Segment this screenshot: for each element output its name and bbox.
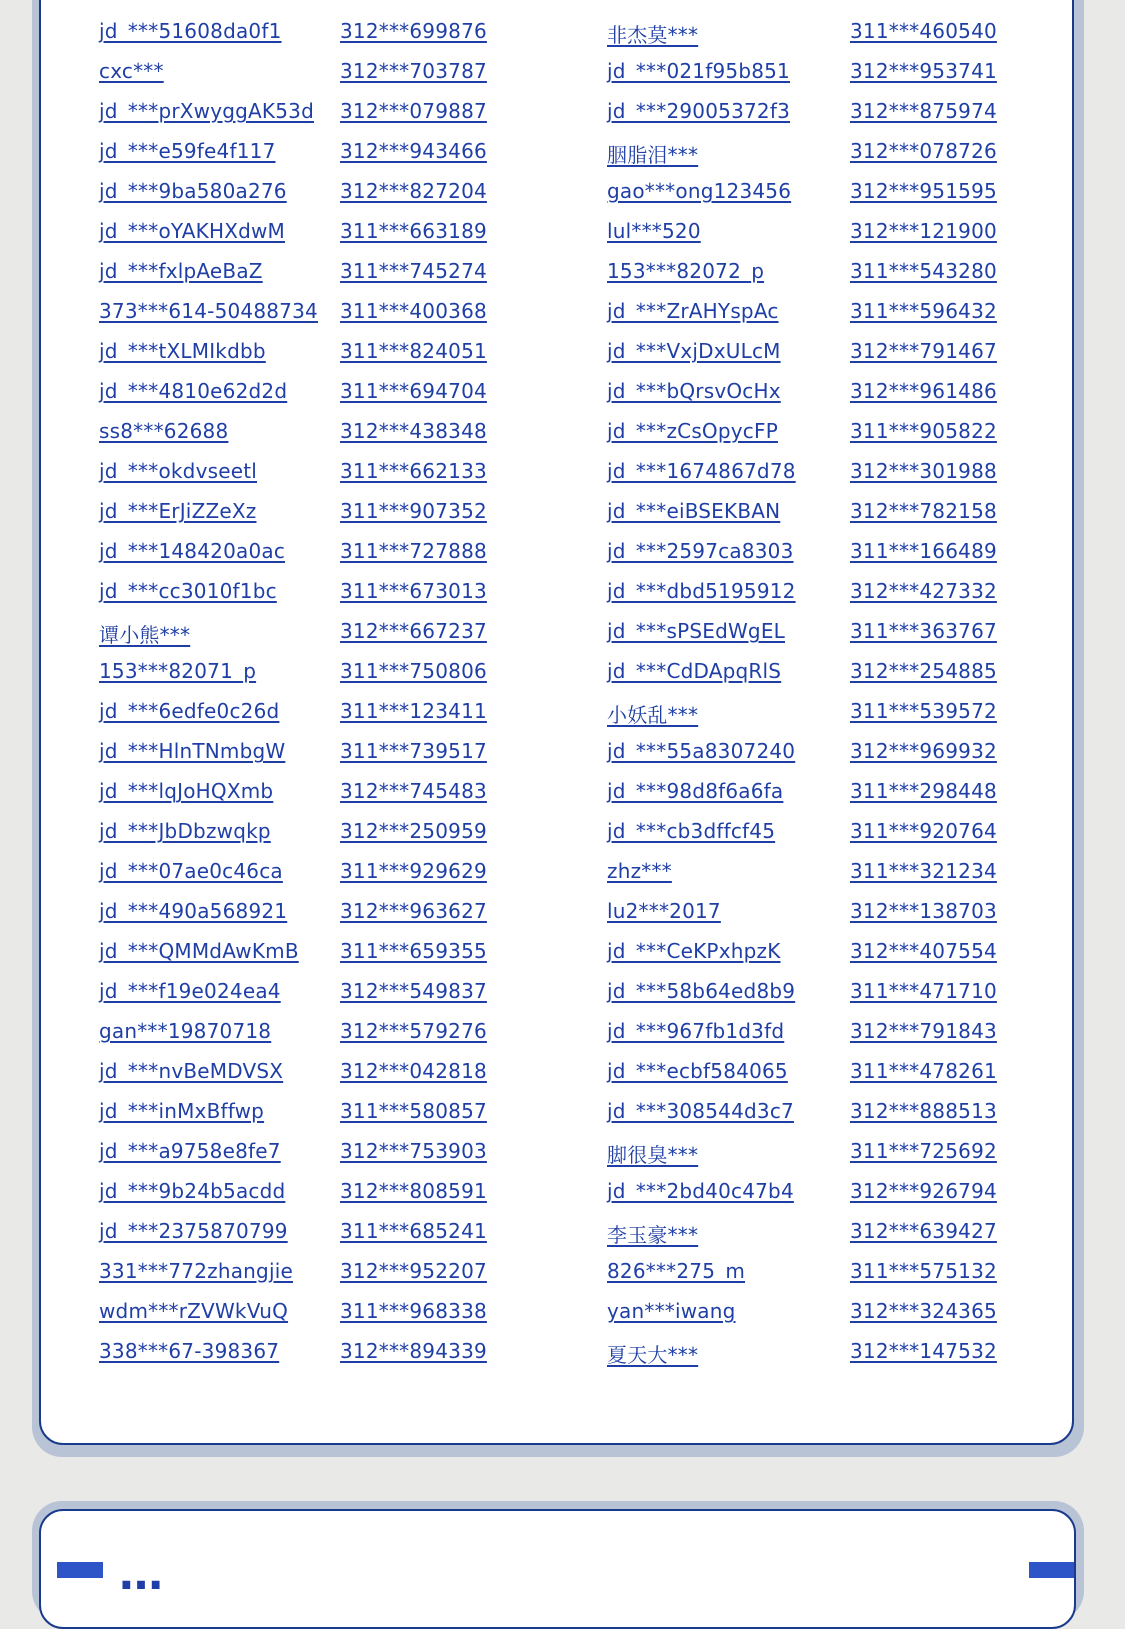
order-number-link[interactable]: 312***745483	[340, 779, 487, 803]
order-number-link[interactable]: 312***808591	[340, 1179, 487, 1203]
user-name-link[interactable]: zhz***	[607, 859, 672, 883]
user-name-link[interactable]: jd_***2bd40c47b4	[607, 1179, 794, 1203]
user-name-link[interactable]: lu2***2017	[607, 899, 721, 923]
user-name-link[interactable]: jd_***98d8f6a6fa	[607, 779, 784, 803]
user-name-link[interactable]: 夏天大***	[607, 1343, 699, 1367]
order-number-link[interactable]: 312***138703	[850, 899, 997, 923]
user-name-link[interactable]: jd_***1674867d78	[607, 459, 796, 483]
order-number-link[interactable]: 312***953741	[850, 59, 997, 83]
user-name-link[interactable]: jd_***2597ca8303	[607, 539, 794, 563]
user-name-link[interactable]: 非杰莫***	[607, 23, 699, 47]
order-number-link[interactable]: 311***539572	[850, 699, 997, 723]
order-number-link[interactable]: 312***894339	[340, 1339, 487, 1363]
table-row	[41, 139, 1072, 179]
user-name-link[interactable]: jd_***f19e024ea4	[99, 979, 281, 1003]
table-row	[41, 1059, 1072, 1099]
order-number-link[interactable]: 312***147532	[850, 1339, 997, 1363]
user-name-link[interactable]: jd_***cc3010f1bc	[99, 579, 277, 603]
user-name-link[interactable]: 826***275_m	[607, 1259, 746, 1283]
table-row	[41, 419, 1072, 459]
order-number-link[interactable]: 311***662133	[340, 459, 487, 483]
order-number-link[interactable]: 311***968338	[340, 1299, 487, 1323]
order-number-link[interactable]: 312***549837	[340, 979, 487, 1003]
user-name-link[interactable]: lul***520	[607, 219, 701, 243]
order-number-link[interactable]: 311***166489	[850, 539, 997, 563]
order-number-link[interactable]: 311***824051	[340, 339, 487, 363]
user-name-link[interactable]: jd_***308544d3c7	[607, 1099, 794, 1123]
user-name-link[interactable]: jd_***fxlpAeBaZ	[99, 259, 263, 283]
user-name-link[interactable]: jd_***inMxBffwp	[99, 1099, 265, 1123]
table-row	[41, 1179, 1072, 1219]
order-number-link[interactable]: 312***078726	[850, 139, 997, 163]
order-number-link[interactable]: 312***753903	[340, 1139, 487, 1163]
order-number-link[interactable]: 311***907352	[340, 499, 487, 523]
order-number-link[interactable]: 312***579276	[340, 1019, 487, 1043]
user-name-link[interactable]: jd_***967fb1d3fd	[607, 1019, 785, 1043]
user-name-link[interactable]: jd_***51608da0f1	[99, 19, 282, 43]
user-name-link[interactable]: jd_***prXwyggAK53d	[99, 99, 314, 123]
order-number-link[interactable]: 311***727888	[340, 539, 487, 563]
user-name-link[interactable]: 脚很臭***	[607, 1143, 699, 1167]
table-row	[41, 1219, 1072, 1259]
table-row	[41, 779, 1072, 819]
user-name-link[interactable]: jd_***VxjDxULcM	[607, 339, 781, 363]
table-row	[41, 179, 1072, 219]
user-name-link[interactable]: jd_***29005372f3	[607, 99, 791, 123]
user-name-link[interactable]: jd_***dbd5195912	[607, 579, 796, 603]
user-name-link[interactable]: wdm***rZVWkVuQ	[99, 1299, 289, 1323]
order-number-link[interactable]: 311***725692	[850, 1139, 997, 1163]
table-row	[41, 459, 1072, 499]
table-row	[41, 619, 1072, 659]
user-name-link[interactable]: jd_***2375870799	[99, 1219, 288, 1243]
order-number-link[interactable]: 312***667237	[340, 619, 487, 643]
user-name-link[interactable]: jd_***148420a0ac	[99, 539, 286, 563]
table-row	[41, 299, 1072, 339]
user-name-link[interactable]: jd_***sPSEdWgEL	[607, 619, 786, 643]
table-row	[41, 19, 1072, 59]
title-bar-left-icon	[57, 1562, 103, 1578]
order-number-link[interactable]: 311***596432	[850, 299, 997, 323]
table-row	[41, 259, 1072, 299]
order-number-link[interactable]: 312***301988	[850, 459, 997, 483]
order-number-link[interactable]: 311***478261	[850, 1059, 997, 1083]
table-row	[41, 819, 1072, 859]
user-name-link[interactable]: jd_***e59fe4f117	[99, 139, 276, 163]
user-name-link[interactable]: 331***772zhangjie	[99, 1259, 293, 1283]
next-section-card	[39, 1509, 1076, 1629]
next-section-title: …	[119, 1549, 167, 1600]
table-row	[41, 339, 1072, 379]
order-number-link[interactable]: 311***663189	[340, 219, 487, 243]
table-row	[41, 659, 1072, 699]
user-name-link[interactable]: jd_***tXLMIkdbb	[99, 339, 266, 363]
order-number-link[interactable]: 312***250959	[340, 819, 487, 843]
order-number-link[interactable]: 311***471710	[850, 979, 997, 1003]
order-number-link[interactable]: 312***888513	[850, 1099, 997, 1123]
order-number-link[interactable]: 312***951595	[850, 179, 997, 203]
order-number-link[interactable]: 311***920764	[850, 819, 997, 843]
user-name-link[interactable]: 153***82072_p	[607, 259, 765, 283]
order-number-link[interactable]: 312***121900	[850, 219, 997, 243]
order-number-link[interactable]: 311***543280	[850, 259, 997, 283]
order-number-link[interactable]: 312***875974	[850, 99, 997, 123]
order-number-link[interactable]: 311***750806	[340, 659, 487, 683]
order-number-link[interactable]: 312***324365	[850, 1299, 997, 1323]
order-number-link[interactable]: 312***079887	[340, 99, 487, 123]
order-number-link[interactable]: 311***460540	[850, 19, 997, 43]
order-number-link[interactable]: 312***254885	[850, 659, 997, 683]
table-row	[41, 979, 1072, 1019]
order-number-link[interactable]: 312***782158	[850, 499, 997, 523]
user-name-link[interactable]: ss8***62688	[99, 419, 229, 443]
order-number-link[interactable]: 312***703787	[340, 59, 487, 83]
user-name-link[interactable]: jd_***CdDApqRlS	[607, 659, 782, 683]
user-name-link[interactable]: 李玉豪***	[607, 1223, 699, 1247]
order-number-link[interactable]: 312***943466	[340, 139, 487, 163]
user-name-link[interactable]: jd_***6edfe0c26d	[99, 699, 280, 723]
user-name-link[interactable]: jd_***9b24b5acdd	[99, 1179, 286, 1203]
user-name-link[interactable]: jd_***ErJiZZeXz	[99, 499, 257, 523]
user-name-link[interactable]: jd_***QMMdAwKmB	[99, 939, 299, 963]
order-number-link[interactable]: 311***363767	[850, 619, 997, 643]
table-row	[41, 1099, 1072, 1139]
order-number-link[interactable]: 312***639427	[850, 1219, 997, 1243]
user-name-link[interactable]: 小妖乱***	[607, 703, 699, 727]
user-name-link[interactable]: 373***614-50488734	[99, 299, 318, 323]
order-number-link[interactable]: 311***298448	[850, 779, 997, 803]
order-number-link[interactable]: 312***427332	[850, 579, 997, 603]
user-name-link[interactable]: 胭脂泪***	[607, 143, 699, 167]
user-name-link[interactable]: jd_***9ba580a276	[99, 179, 287, 203]
order-number-link[interactable]: 311***685241	[340, 1219, 487, 1243]
order-number-link[interactable]: 312***791843	[850, 1019, 997, 1043]
user-name-link[interactable]: jd_***58b64ed8b9	[607, 979, 796, 1003]
user-name-link[interactable]: 338***67-398367	[99, 1339, 280, 1363]
table-row	[41, 939, 1072, 979]
order-number-link[interactable]: 311***575132	[850, 1259, 997, 1283]
user-name-link[interactable]: jd_***cb3dffcf45	[607, 819, 776, 843]
user-name-link[interactable]: jd_***490a568921	[99, 899, 288, 923]
order-number-link[interactable]: 311***929629	[340, 859, 487, 883]
order-number-link[interactable]: 312***407554	[850, 939, 997, 963]
table-row	[41, 1299, 1072, 1339]
table-row	[41, 1139, 1072, 1179]
user-name-link[interactable]: jd_***oYAKHXdwM	[99, 219, 285, 243]
order-number-link[interactable]: 312***963627	[340, 899, 487, 923]
user-name-link[interactable]: jd_***a9758e8fe7	[99, 1139, 281, 1163]
user-name-link[interactable]: jd_***nvBeMDVSX	[99, 1059, 284, 1083]
order-number-link[interactable]: 311***673013	[340, 579, 487, 603]
order-number-link[interactable]: 312***969932	[850, 739, 997, 763]
user-name-link[interactable]: jd_***bQrsvOcHx	[607, 379, 781, 403]
title-bar-right-icon	[1029, 1562, 1075, 1578]
user-name-link[interactable]: jd_***zCsOpycFP	[607, 419, 778, 443]
user-name-link[interactable]: jd_***okdvseetl	[99, 459, 258, 483]
table-row	[41, 219, 1072, 259]
user-name-link[interactable]: jd_***ecbf584065	[607, 1059, 788, 1083]
order-number-link[interactable]: 312***791467	[850, 339, 997, 363]
order-number-link[interactable]: 312***699876	[340, 19, 487, 43]
table-row	[41, 499, 1072, 539]
order-number-link[interactable]: 312***827204	[340, 179, 487, 203]
order-number-link[interactable]: 311***580857	[340, 1099, 487, 1123]
table-row	[41, 379, 1072, 419]
user-name-link[interactable]: jd_***021f95b851	[607, 59, 790, 83]
table-row	[41, 1019, 1072, 1059]
order-number-link[interactable]: 311***739517	[340, 739, 487, 763]
order-number-link[interactable]: 311***745274	[340, 259, 487, 283]
order-number-link[interactable]: 312***961486	[850, 379, 997, 403]
user-name-link[interactable]: jd_***CeKPxhpzK	[607, 939, 781, 963]
user-name-link[interactable]: jd_***lqJoHQXmb	[99, 779, 274, 803]
user-name-link[interactable]: jd_***55a8307240	[607, 739, 796, 763]
user-name-link[interactable]: 谭小熊***	[99, 623, 191, 647]
table-row	[41, 1259, 1072, 1299]
winner-list-card	[39, 0, 1074, 1445]
table-row	[41, 899, 1072, 939]
user-name-link[interactable]: 153***82071_p	[99, 659, 257, 683]
user-name-link[interactable]: gan***19870718	[99, 1019, 272, 1043]
order-number-link[interactable]: 311***400368	[340, 299, 487, 323]
order-number-link[interactable]: 312***438348	[340, 419, 487, 443]
table-row	[41, 579, 1072, 619]
user-name-link[interactable]: jd_***4810e62d2d	[99, 379, 288, 403]
user-name-link[interactable]: jd_***JbDbzwqkp	[99, 819, 271, 843]
order-number-link[interactable]: 311***659355	[340, 939, 487, 963]
order-number-link[interactable]: 311***905822	[850, 419, 997, 443]
table-row	[41, 739, 1072, 779]
user-name-link[interactable]: jd_***07ae0c46ca	[99, 859, 283, 883]
user-name-link[interactable]: yan***iwang	[607, 1299, 736, 1323]
table-row	[41, 59, 1072, 99]
order-number-link[interactable]: 312***952207	[340, 1259, 487, 1283]
table-row	[41, 539, 1072, 579]
table-row	[41, 99, 1072, 139]
user-name-link[interactable]: cxc***	[99, 59, 164, 83]
user-name-link[interactable]: gao***ong123456	[607, 179, 792, 203]
order-number-link[interactable]: 312***926794	[850, 1179, 997, 1203]
user-name-link[interactable]: jd_***ZrAHYspAc	[607, 299, 779, 323]
order-number-link[interactable]: 312***042818	[340, 1059, 487, 1083]
user-name-link[interactable]: jd_***eiBSEKBAN	[607, 499, 781, 523]
user-name-link[interactable]: jd_***HlnTNmbgW	[99, 739, 286, 763]
order-number-link[interactable]: 311***321234	[850, 859, 997, 883]
table-row	[41, 1339, 1072, 1379]
table-row	[41, 859, 1072, 899]
order-number-link[interactable]: 311***694704	[340, 379, 487, 403]
order-number-link[interactable]: 311***123411	[340, 699, 487, 723]
table-row	[41, 699, 1072, 739]
